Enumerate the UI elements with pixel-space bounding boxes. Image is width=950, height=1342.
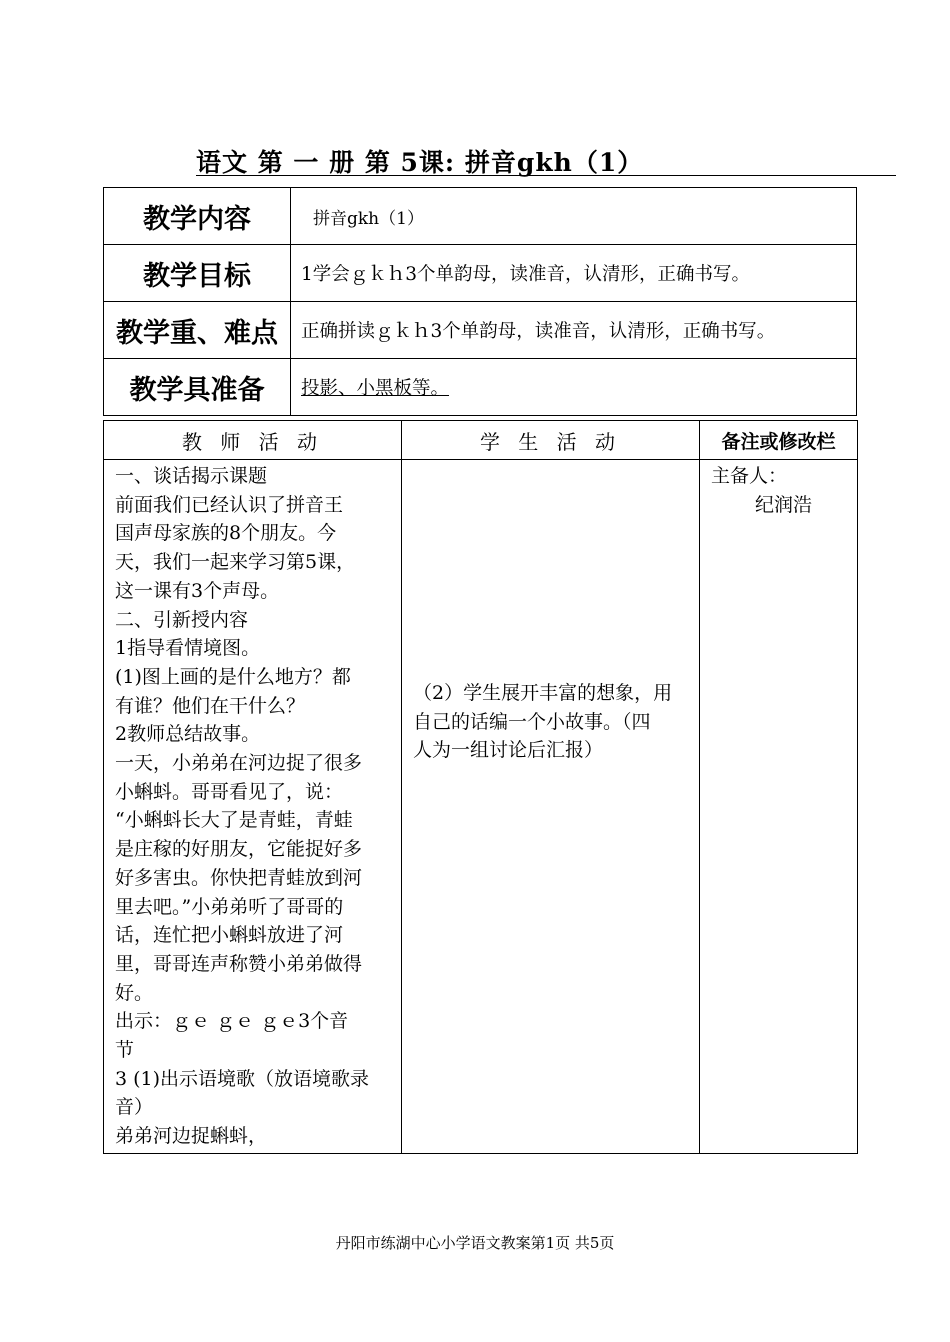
student-activity-text	[413, 679, 689, 765]
teacher-activity-line: 有谁？他们在干什么？	[115, 694, 306, 717]
note-cell	[700, 460, 858, 1154]
goal-label: 教学目标	[104, 245, 291, 302]
content-label: 教学内容	[104, 188, 291, 245]
teacher-activity-line: 这一课有3个声母。	[115, 579, 280, 602]
teacher-activity-line: 好多害虫。你快把青蛙放到河	[115, 866, 363, 889]
teacher-activity-line: 天，我们一起来学习第5课，	[115, 551, 356, 574]
teacher-activity-line: 出示：ｇｅ ｇｅ ｇｅ3个音	[115, 1010, 349, 1033]
prep-value-cell	[291, 359, 857, 416]
teacher-activity-line: 1指导看情境图。	[115, 637, 261, 660]
activity-body-row	[104, 460, 858, 1154]
activity-header-row	[104, 421, 858, 460]
activity-table	[103, 420, 858, 1154]
teacher-activity-text	[115, 462, 391, 1151]
teacher-activity-line: 音）	[115, 1096, 154, 1119]
info-row-content	[104, 188, 857, 245]
prep-value: 投影、小黑板等。	[301, 378, 450, 399]
page-title: 语文 第 一 册 第 5课: 拼音gkh（1）	[196, 143, 896, 176]
note-preparer-label: 主备人：	[711, 465, 788, 487]
teacher-activity-line: 好。	[115, 981, 154, 1004]
teacher-activity-line: 话，连忙把小蝌蚪放进了河	[115, 924, 344, 947]
teacher-activity-line: 3 (1)出示语境歌（放语境歌录	[115, 1067, 370, 1090]
teacher-activity-line: 二、引新授内容	[115, 608, 249, 631]
key-value: 正确拼读ｇｋｈ3个单韵母，读准音，认清形，正确书写。	[291, 302, 857, 359]
teacher-activity-line: 节	[115, 1039, 135, 1062]
teacher-activity-line: 国声母家族的8个朋友。今	[115, 522, 337, 545]
note-header: 备注或修改栏	[700, 421, 858, 460]
teacher-activity-cell	[104, 460, 402, 1154]
note-preparer-name: 纪润浩	[755, 493, 813, 516]
teacher-activity-line: 弟弟河边捉蝌蚪，	[115, 1125, 268, 1148]
info-row-goal	[104, 245, 857, 302]
teacher-activity-line: 里去吧。”小弟弟听了哥哥的	[115, 895, 344, 918]
prep-label: 教学具准备	[104, 359, 291, 416]
lesson-info-table	[103, 187, 857, 416]
goal-value: 1学会ｇｋｈ3个单韵母，读准音，认清形，正确书写。	[291, 245, 857, 302]
student-activity-line: （2）学生展开丰富的想象，用	[413, 682, 673, 704]
key-label: 教学重、难点	[104, 302, 291, 359]
info-row-key	[104, 302, 857, 359]
student-activity-header: 学 生 活 动	[402, 421, 700, 460]
content-value: 拼音gkh（1）	[291, 188, 857, 245]
teacher-activity-line: 一、谈话揭示课题	[115, 465, 268, 487]
teacher-activity-line: 2教师总结故事。	[115, 723, 261, 746]
teacher-activity-line: 里，哥哥连声称赞小弟弟做得	[115, 952, 363, 975]
teacher-activity-header: 教 师 活 动	[104, 421, 402, 460]
teacher-activity-line: 一天，小弟弟在河边捉了很多	[115, 752, 363, 775]
student-activity-line: 自己的话编一个小故事。（四	[413, 710, 651, 733]
teacher-activity-line: 是庄稼的好朋友，它能捉好多	[115, 838, 363, 861]
info-row-prep	[104, 359, 857, 416]
page-footer: 丹阳市练湖中心小学语文教案第1页 共5页	[335, 1234, 615, 1252]
teacher-activity-line: 小蝌蚪。哥哥看见了，说：	[115, 780, 344, 803]
student-activity-cell	[402, 460, 700, 1154]
student-activity-line: 人为一组讨论后汇报）	[413, 739, 604, 762]
teacher-activity-line: (1)图上画的是什么地方？都	[115, 665, 351, 688]
teacher-activity-line: 前面我们已经认识了拼音王	[115, 493, 344, 516]
teacher-activity-line: “小蝌蚪长大了是青蛙，青蛙	[115, 809, 353, 832]
